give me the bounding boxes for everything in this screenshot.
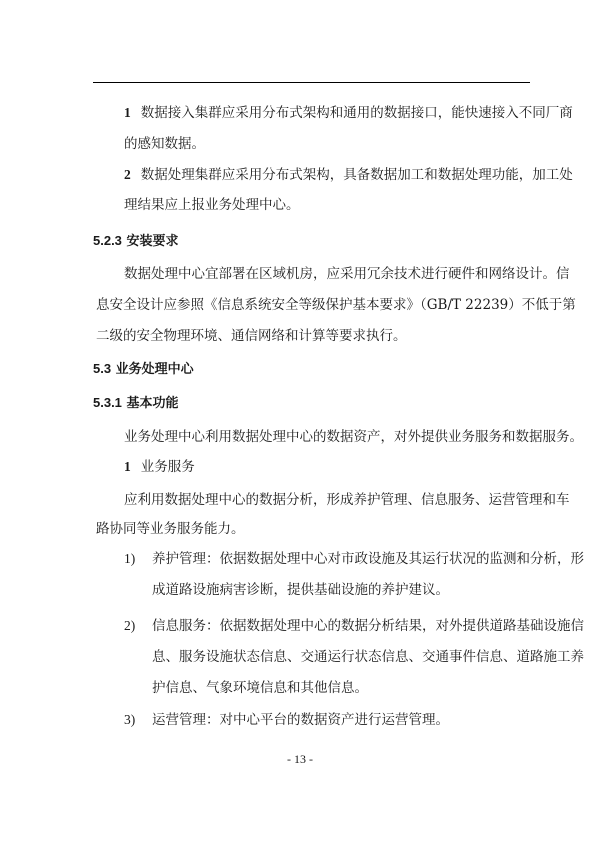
- section-heading-title: 基本功能: [126, 396, 179, 411]
- list-item-1-number: 1): [124, 551, 136, 566]
- section-heading-number: 5.2.3: [93, 233, 122, 248]
- section-heading-number: 5.3: [93, 361, 112, 376]
- list-item-1-line-2: 成道路设施病害诊断，提供基础设施的养护建议。: [152, 582, 449, 598]
- section-heading-5-3: [93, 360, 194, 379]
- paragraph-6-line-1: 应利用数据处理中心的数据分析，形成养护管理、信息服务、运营管理和车: [124, 492, 570, 508]
- list-item-3-number: 3): [124, 712, 136, 727]
- header-rule: [93, 82, 530, 83]
- paragraph-4-line-1: 业务处理中心利用数据处理中心的数据资产，对外提供业务服务和数据服务。: [124, 429, 583, 445]
- paragraph-2-line-1: [124, 166, 573, 184]
- paragraph-3-line-1: 数据处理中心宜部署在区域机房，应采用冗余技术进行硬件和网络设计。信: [124, 266, 570, 282]
- section-heading-5-2-3: [93, 232, 178, 251]
- section-heading-title: 安装要求: [126, 234, 179, 249]
- paragraph-6-line-2: 路协同等业务服务能力。: [96, 521, 245, 537]
- paragraph-3-line-2: 息安全设计应参照《信息系统安全等级保护基本要求》（GB/T 22239）不低于第: [96, 297, 576, 313]
- paragraph-1-text: 数据接入集群应采用分布式架构和通用的数据接口，能快速接入不同厂商: [140, 105, 573, 121]
- paragraph-1-line-1: [124, 104, 573, 122]
- list-item-2-text: 信息服务：依据数据处理中心的数据分析结果，对外提供道路基础设施信: [152, 618, 584, 634]
- paragraph-1-line-2: 的感知数据。: [124, 136, 205, 152]
- list-item-1-text: 养护管理：依据数据处理中心对市政设施及其运行状况的监测和分析，形: [152, 551, 584, 567]
- section-heading-title: 业务处理中心: [115, 362, 194, 377]
- list-item-1-line-1: [124, 550, 584, 568]
- list-item-2-number: 2): [124, 618, 136, 633]
- section-heading-number: 5.3.1: [93, 395, 122, 410]
- list-item-2-line-3: 护信息、气象环境信息和其他信息。: [152, 680, 368, 696]
- paragraph-2-text: 数据处理集群应采用分布式架构，具备数据加工和数据处理功能，加工处: [140, 167, 573, 183]
- subsection-title: 业务服务: [140, 459, 195, 475]
- list-item-3-text: 运营管理：对中心平台的数据资产进行运营管理。: [152, 712, 449, 728]
- list-item-2-line-1: [124, 617, 584, 635]
- list-item-3-line-1: [124, 711, 449, 729]
- paragraph-2-line-2: 理结果应上报业务处理中心。: [124, 197, 300, 213]
- list-item-2-line-2: 息、服务设施状态信息、交通运行状态信息、交通事件信息、道路施工养: [152, 649, 584, 665]
- paragraph-2-number: 2: [124, 167, 131, 182]
- paragraph-1-number: 1: [124, 105, 131, 120]
- section-heading-5-3-1: [93, 394, 178, 413]
- paragraph-3-line-3: 二级的安全物理环境、通信网络和计算等要求执行。: [96, 328, 407, 344]
- subsection-number: 1: [124, 459, 131, 474]
- page-number: - 13 -: [287, 752, 313, 766]
- subsection-business-service: [124, 458, 195, 476]
